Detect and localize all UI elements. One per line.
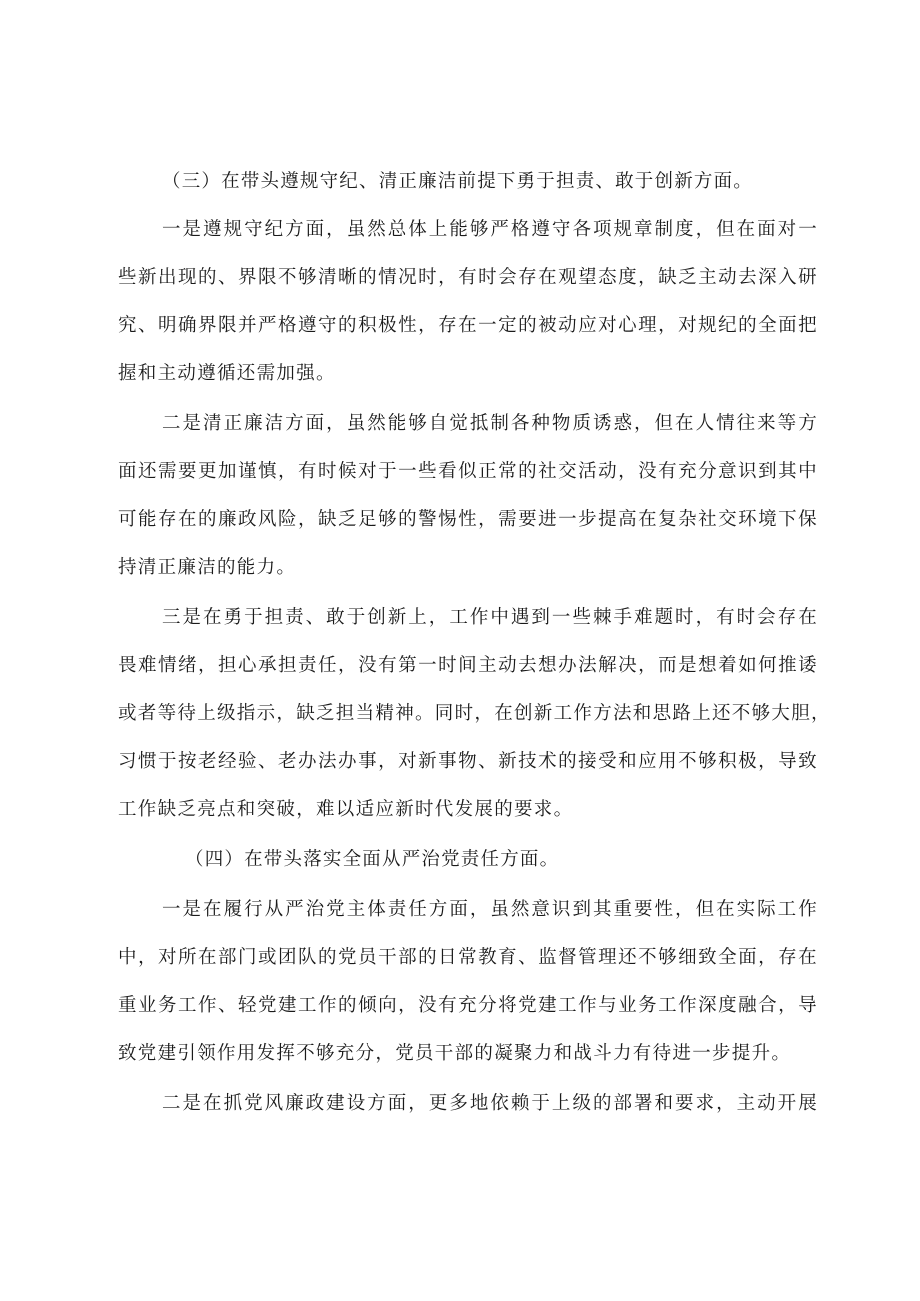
- section-heading-4: （四）在带头落实全面从严治党责任方面。: [185, 849, 560, 870]
- paragraph-line: 重业务工作、轻党建工作的倾向，没有充分将党建工作与业务工作深度融合，导: [118, 995, 818, 1016]
- paragraph-line: 可能存在的廉政风险，缺乏足够的警惕性，需要进一步提高在复杂社交环境下保: [118, 509, 818, 530]
- paragraph-line: 畏难情绪，担心承担责任，没有第一时间主动去想办法解决，而是想着如何推诿: [118, 655, 818, 676]
- paragraph-line: 持清正廉洁的能力。: [118, 557, 297, 578]
- paragraph-line: 习惯于按老经验、老办法办事，对新事物、新技术的接受和应用不够积极，导致: [118, 751, 818, 772]
- paragraph-line: 三是在勇于担责、敢于创新上，工作中遇到一些棘手难题时，有时会存在: [162, 607, 818, 628]
- section-heading-3: （三）在带头遵规守纪、清正廉洁前提下勇于担责、敢于创新方面。: [162, 171, 754, 192]
- paragraph-line: 中，对所在部门或团队的党员干部的日常教育、监督管理还不够细致全面，存在: [118, 947, 818, 968]
- paragraph-line: 一是在履行从严治党主体责任方面，虽然意识到其重要性，但在实际工作: [162, 899, 818, 920]
- paragraph-line: 二是在抓党风廉政建设方面，更多地依赖于上级的部署和要求，主动开展: [162, 1093, 818, 1114]
- paragraph-line: 二是清正廉洁方面，虽然能够自觉抵制各种物质诱惑，但在人情往来等方: [162, 413, 818, 434]
- paragraph-line: 面还需要更加谨慎，有时候对于一些看似正常的社交活动，没有充分意识到其中: [118, 461, 818, 482]
- paragraph-line: 握和主动遵循还需加强。: [118, 363, 336, 384]
- paragraph-line: 工作缺乏亮点和突破，难以适应新时代发展的要求。: [118, 799, 574, 820]
- paragraph-line: 或者等待上级指示，缺乏担当精神。同时，在创新工作方法和思路上还不够大胆，: [118, 703, 831, 724]
- paragraph-line: 致党建引领作用发挥不够充分，党员干部的凝聚力和战斗力有待进一步提升。: [118, 1043, 792, 1064]
- paragraph-line: 些新出现的、界限不够清晰的情况时，有时会存在观望态度，缺乏主动去深入研: [118, 267, 818, 288]
- paragraph-line: 究、明确界限并严格遵守的积极性，存在一定的被动应对心理，对规纪的全面把: [118, 315, 818, 336]
- paragraph-line: 一是遵规守纪方面，虽然总体上能够严格遵守各项规章制度，但在面对一: [162, 219, 818, 240]
